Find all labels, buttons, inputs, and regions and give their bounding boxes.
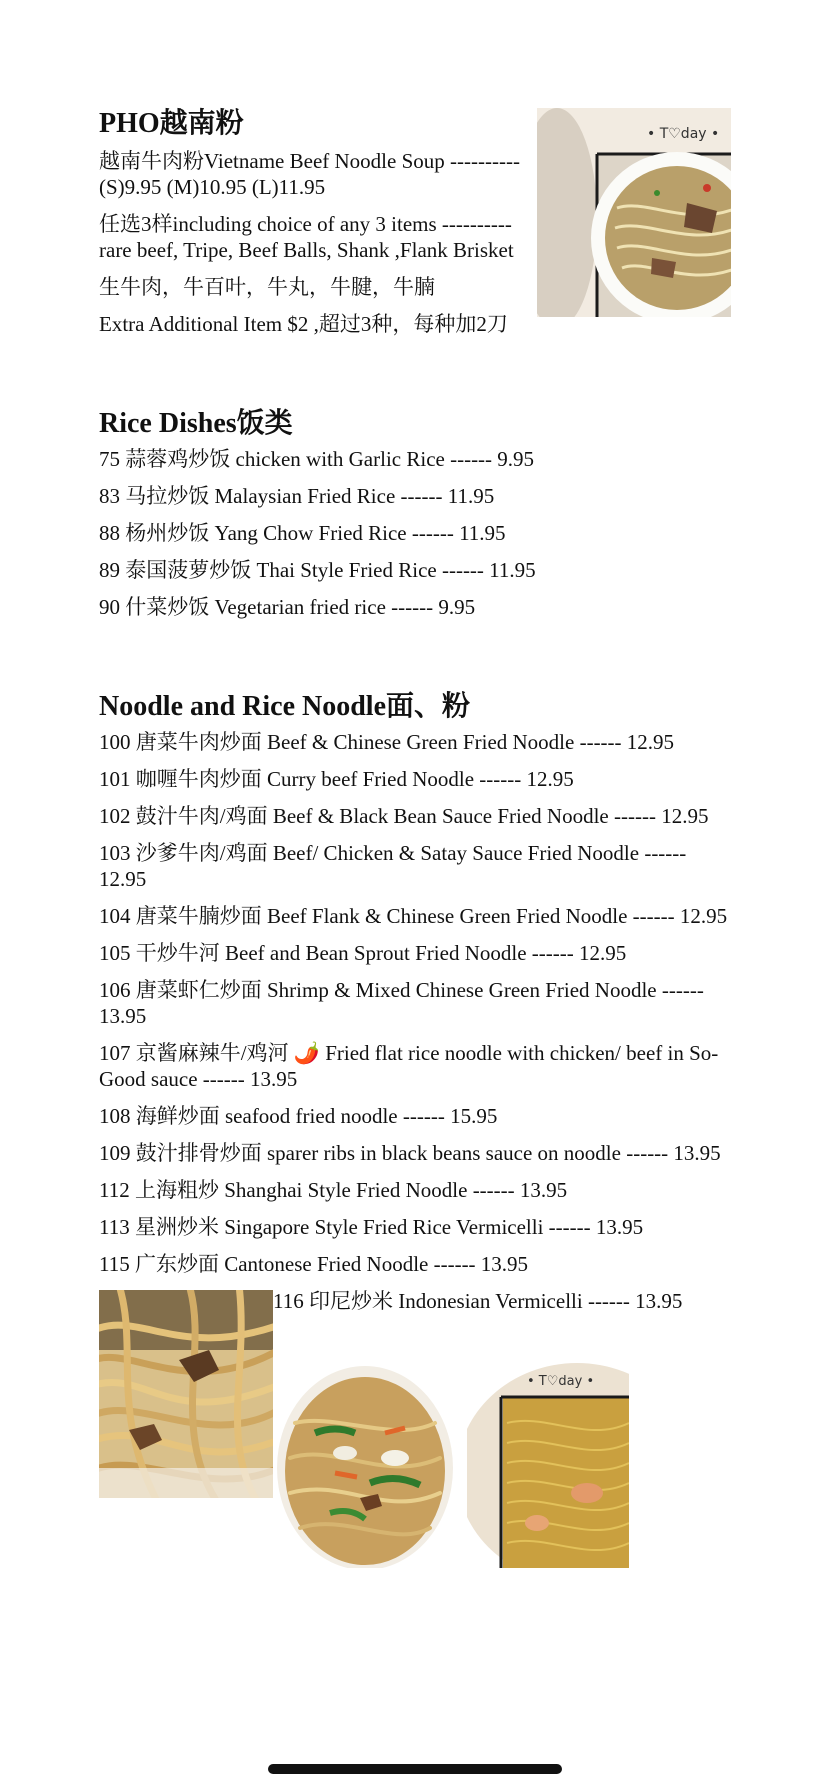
menu-item: 112 上海粗炒 Shanghai Style Fried Noodle ------ 13.95 [99, 1178, 568, 1202]
menu-content [99, 106, 731, 1568]
pho-title: PHO越南粉 [99, 108, 244, 139]
menu-item: 100 唐菜牛肉炒面 Beef & Chinese Green Fried Noodle ------ 12.95 [99, 730, 675, 754]
menu-item: 103 沙爹牛肉/鸡面 Beef/ Chicken & Satay Sauce Fried Noodle ------ 12.95 [99, 841, 687, 891]
food-photo-row [99, 1288, 731, 1568]
lo-mein-photo [99, 1290, 273, 1498]
pho-description [99, 148, 535, 337]
chow-mein-photo [275, 1363, 455, 1568]
pho-line: Extra Additional Item $2 ,超过3种，每种加2刀 [99, 312, 508, 336]
pho-bowl-photo [537, 108, 731, 317]
rice-section [99, 406, 731, 620]
pho-line: 任选3样including choice of any 3 items ---------- rare beef, Tripe, Beef Balls, Shank ,Flank Brisket [99, 212, 514, 262]
menu-item: 89 泰国菠萝炒饭 Thai Style Fried Rice ------ 11.95 [99, 558, 536, 582]
menu-item: 105 干炒牛河 Beef and Bean Sprout Fried Noodle ------ 12.95 [99, 941, 627, 965]
pho-photo-caption: • T♡day • [647, 126, 720, 142]
home-indicator[interactable] [268, 1764, 562, 1774]
menu-item: 115 广东炒面 Cantonese Fried Noodle ------ 13.95 [99, 1252, 529, 1276]
rice-title: Rice Dishes饭类 [99, 408, 293, 439]
menu-item: 108 海鲜炒面 seafood fried noodle ------ 15.95 [99, 1104, 498, 1128]
menu-item: 90 什菜炒饭 Vegetarian fried rice ------ 9.95 [99, 595, 476, 619]
menu-item: 107 京酱麻辣牛/鸡河 🌶️ Fried flat rice noodle with chicken/ beef in So-Good sauce ------ 13.95 [99, 1041, 719, 1091]
vermicelli-photo-caption: • T♡day • [527, 1374, 595, 1389]
menu-item: 116 印尼炒米 Indonesian Vermicelli ------ 13.95 [273, 1289, 683, 1313]
menu-item: 104 唐菜牛腩炒面 Beef Flank & Chinese Green Fried Noodle ------ 12.95 [99, 904, 728, 928]
menu-item: 102 鼓汁牛肉/鸡面 Beef & Black Bean Sauce Fried Noodle ------ 12.95 [99, 804, 709, 828]
noodle-section [99, 689, 731, 1568]
vermicelli-photo [467, 1363, 629, 1568]
menu-item: 109 鼓汁排骨炒面 sparer ribs in black beans sauce on noodle ------ 13.95 [99, 1141, 721, 1165]
menu-item: 106 唐菜虾仁炒面 Shrimp & Mixed Chinese Green Fried Noodle ------ 13.95 [99, 978, 704, 1028]
menu-item: 101 咖喱牛肉炒面 Curry beef Fried Noodle ------ 12.95 [99, 767, 574, 791]
menu-item: 75 蒜蓉鸡炒饭 chicken with Garlic Rice ------ 9.95 [99, 447, 535, 471]
noodle-title: Noodle and Rice Noodle面、粉 [99, 691, 471, 722]
pho-line: 越南牛肉粉Vietname Beef Noodle Soup ---------- (S)9.95 (M)10.95 (L)11.95 [99, 149, 520, 199]
menu-item: 88 杨州炒饭 Yang Chow Fried Rice ------ 11.95 [99, 521, 506, 545]
menu-item: 83 马拉炒饭 Malaysian Fried Rice ------ 11.95 [99, 484, 495, 508]
pho-line: 生牛肉，牛百叶，牛丸，牛腱，牛腩 [99, 275, 435, 299]
menu-item: 113 星洲炒米 Singapore Style Fried Rice Vermicelli ------ 13.95 [99, 1215, 644, 1239]
